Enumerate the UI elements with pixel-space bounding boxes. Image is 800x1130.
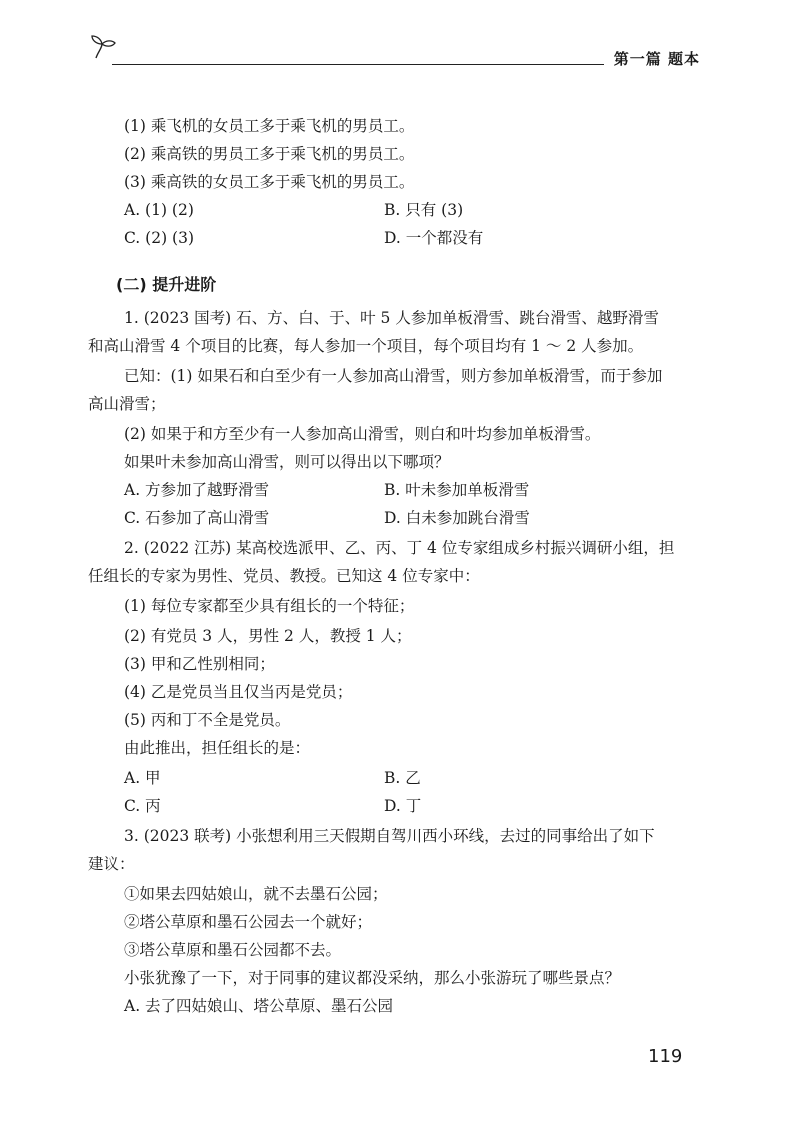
header-rule	[112, 64, 604, 65]
option-d: D. 一个都没有	[384, 229, 484, 247]
q1-question: 如果叶未参加高山滑雪，则可以得出以下哪项？	[124, 453, 450, 471]
q2-condition: (2) 有党员 3 人，男性 2 人，教授 1 人；	[124, 627, 412, 645]
q1-condition: 高山滑雪；	[88, 395, 166, 413]
statement: (1) 乘飞机的女员工多于乘飞机的男员工。	[124, 117, 415, 135]
q2-option-d: D. 丁	[384, 797, 422, 815]
q1-option-b: B. 叶未参加单板滑雪	[384, 481, 530, 499]
statement: (2) 乘高铁的男员工多于乘飞机的男员工。	[124, 145, 415, 163]
q1-condition: (2) 如果于和方至少有一人参加高山滑雪，则白和叶均参加单板滑雪。	[124, 425, 601, 443]
q2-condition: (3) 甲和乙性别相同；	[124, 655, 275, 673]
q3-question: 小张犹豫了一下，对于同事的建议都没采纳，那么小张游玩了哪些景点？	[124, 969, 621, 987]
q1-option-d: D. 白未参加跳台滑雪	[384, 509, 530, 527]
q3-option-a: A. 去了四姑娘山、塔公草原、墨石公园	[124, 997, 394, 1015]
option-c: C. (2) (3)	[124, 229, 194, 247]
statement: (3) 乘高铁的女员工多于乘飞机的男员工。	[124, 173, 415, 191]
page-header	[88, 34, 700, 68]
q3-condition: ①如果去四姑娘山，就不去墨石公园；	[124, 885, 388, 903]
q3-stem: 建议：	[88, 855, 135, 873]
q3-stem: 3. (2023 联考) 小张想利用三天假期自驾川西小环线，去过的同事给出了如下	[124, 827, 655, 845]
section-label: 第一篇 题本	[613, 50, 700, 68]
q2-stem: 2. (2022 江苏) 某高校选派甲、乙、丙、丁 4 位专家组成乡村振兴调研小组，担	[124, 539, 675, 557]
q1-condition: 已知：(1) 如果石和白至少有一人参加高山滑雪，则方参加单板滑雪，而于参加	[124, 367, 663, 385]
q1-option-a: A. 方参加了越野滑雪	[124, 481, 270, 499]
q2-question: 由此推出，担任组长的是：	[124, 739, 311, 757]
q2-condition: (5) 丙和丁不全是党员。	[124, 711, 291, 729]
q2-option-b: B. 乙	[384, 769, 421, 787]
q1-option-c: C. 石参加了高山滑雪	[124, 509, 270, 527]
page-number: 119	[648, 1046, 683, 1067]
leaf-sprout-icon	[88, 34, 118, 64]
q3-condition: ③塔公草原和墨石公园都不去。	[124, 941, 342, 959]
q2-option-a: A. 甲	[124, 769, 161, 787]
q2-condition: (4) 乙是党员当且仅当丙是党员；	[124, 683, 353, 701]
option-a: A. (1) (2)	[124, 201, 194, 219]
q2-condition: (1) 每位专家都至少具有组长的一个特征；	[124, 597, 415, 615]
q2-option-c: C. 丙	[124, 797, 161, 815]
q1-stem: 和高山滑雪 4 个项目的比赛，每人参加一个项目，每个项目均有 1 ～ 2 人参加。	[88, 337, 644, 355]
option-b: B. 只有 (3)	[384, 201, 464, 219]
q3-condition: ②塔公草原和墨石公园去一个就好；	[124, 913, 373, 931]
q1-stem: 1. (2023 国考) 石、方、白、于、叶 5 人参加单板滑雪、跳台滑雪、越野滑雪	[124, 309, 659, 327]
q2-stem: 任组长的专家为男性、党员、教授。已知这 4 位专家中：	[88, 567, 480, 585]
section-heading: (二) 提升进阶	[116, 275, 217, 294]
